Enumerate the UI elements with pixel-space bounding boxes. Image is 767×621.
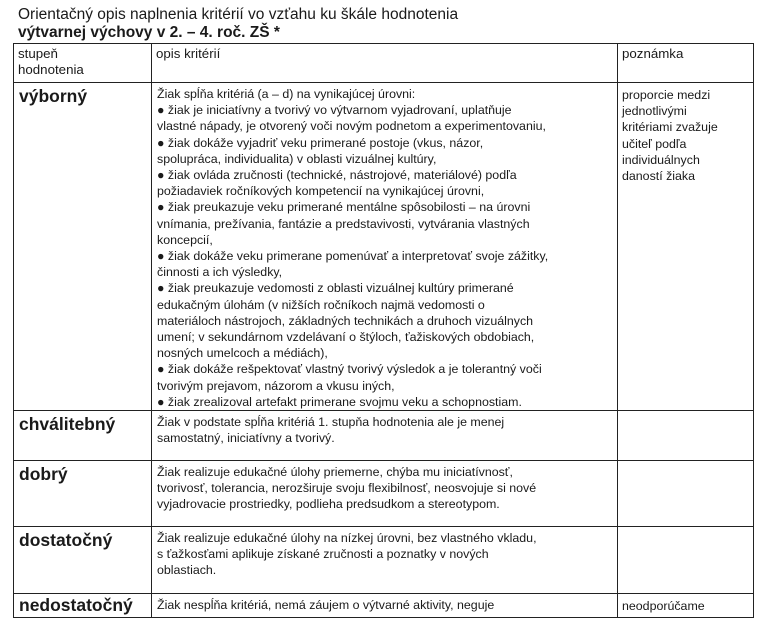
table-row	[14, 594, 754, 618]
text-line: tvorivým prejavom, názorom a vkusu iných,	[157, 378, 395, 393]
note-cell	[618, 594, 754, 618]
document-title-line2: výtvarnej výchovy v 2. – 4. roč. ZŠ *	[18, 24, 280, 41]
criteria-table	[13, 43, 754, 618]
text-line: oblastiach.	[157, 563, 217, 578]
grade-label: dostatočný	[14, 527, 152, 594]
grade-label: nedostatočný	[14, 594, 152, 618]
table-row	[14, 527, 754, 594]
text-line: ● žiak preukazuje vedomosti z oblasti vizuálnej kultúry primerané	[157, 281, 514, 296]
text-line: požiadaviek ročníkových kompetencií na vynikajúcej úrovni,	[157, 184, 485, 199]
criteria-description	[152, 594, 618, 618]
text-line: ● žiak preukazuje veku primerané mentálne spôsobilosti – na úrovni	[157, 200, 531, 215]
text-line: neodporúčame	[622, 599, 705, 614]
text-line: Žiak v podstate spĺňa kritériá 1. stupňa hodnotenia ale je menej	[157, 415, 505, 430]
criteria-description	[152, 83, 618, 411]
criteria-description	[152, 411, 618, 461]
grade-label: výborný	[14, 83, 152, 411]
table-row	[14, 461, 754, 527]
text-line: činnosti a ich výsledky,	[157, 265, 283, 280]
text-line: ● žiak ovláda zručnosti (technické, nástrojové, materiálové) podľa	[157, 168, 517, 183]
text-line: vnímania, prežívania, fantázie a predstavivosti, vytvárania vlastných	[157, 216, 530, 231]
note-cell	[618, 83, 754, 411]
text-line: vyjadrovacie prostriedky, podlieha predsudkom a stereotypom.	[157, 497, 500, 512]
grade-label: dobrý	[14, 461, 152, 527]
text-line: individuálnych	[622, 152, 700, 167]
text-line: vlastné nápady, je otvorený voči novým podnetom a experimentovaniu,	[157, 119, 546, 134]
grade-column-header	[14, 44, 152, 83]
text-line: daností žiaka	[622, 169, 696, 184]
table-row	[14, 411, 754, 461]
text-line: ● žiak dokáže veku primerane pomenúvať a interpretovať svoje zážitky,	[157, 249, 549, 264]
note-column-header: poznámka	[618, 44, 754, 83]
criteria-description	[152, 461, 618, 527]
grade-label: chválitebný	[14, 411, 152, 461]
text-line: ● žiak zrealizoval artefakt primerane svojmu veku a schopnostiam.	[157, 394, 522, 409]
text-line: ● žiak dokáže rešpektovať vlastný tvorivý výsledok a je tolerantný voči	[157, 362, 542, 377]
criteria-description	[152, 527, 618, 594]
table-row	[14, 83, 754, 411]
text-line: Žiak nespĺňa kritériá, nemá záujem o výtvarné aktivity, neguje	[157, 598, 495, 613]
text-line: nosných umelcoch a médiách),	[157, 346, 328, 361]
text-line: proporcie medzi	[622, 88, 711, 102]
text-line: materiáloch nástrojoch, základných technikách a druhoch vizuálnych	[157, 313, 534, 328]
text-line: Žiak realizuje edukačné úlohy priemerne, chýba mu iniciatívnosť,	[157, 465, 513, 480]
text-line: jednotlivými	[622, 104, 687, 119]
note-cell	[618, 461, 754, 527]
grade-header-line1: stupeň	[18, 46, 58, 61]
text-line: ● žiak dokáže vyjadriť veku primerané postoje (vkus, názor,	[157, 135, 484, 150]
text-line: umení; v sekundárnom vzdelávaní o štýloch, ťažiskových obdobiach,	[157, 330, 535, 345]
text-line: edukačným úlohám (v nižších ročníkoch najmä vedomosti o	[157, 297, 485, 312]
grade-header-line2: hodnotenia	[18, 62, 84, 77]
table-header-row	[14, 44, 754, 83]
text-line: samostatný, iniciatívny a tvorivý.	[157, 431, 335, 446]
note-cell	[618, 411, 754, 461]
text-line: spolupráca, individualita) v oblasti vizuálnej kultúry,	[157, 151, 437, 166]
text-line: kritériami zvažuje	[622, 120, 718, 135]
text-line: Žiak spĺňa kritériá (a – d) na vynikajúcej úrovni:	[157, 87, 416, 101]
text-line: Žiak realizuje edukačné úlohy na nízkej úrovni, bez vlastného vkladu,	[157, 531, 537, 546]
document-title-line1: Orientačný opis naplnenia kritérií vo vzťahu ku škále hodnotenia	[18, 6, 459, 23]
note-cell	[618, 527, 754, 594]
text-line: s ťažkosťami aplikuje získané zručnosti a poznatky v nových	[157, 547, 489, 562]
text-line: ● žiak je iniciatívny a tvorivý vo výtvarnom vyjadrovaní, uplatňuje	[157, 103, 512, 118]
text-line: tvorivosť, tolerancia, nerozširuje svoju flexibilnosť, neosvojuje si nové	[157, 481, 537, 496]
text-line: učiteľ podľa	[622, 136, 687, 151]
criteria-column-header: opis kritérií	[152, 44, 618, 83]
text-line: koncepcií,	[157, 232, 213, 247]
